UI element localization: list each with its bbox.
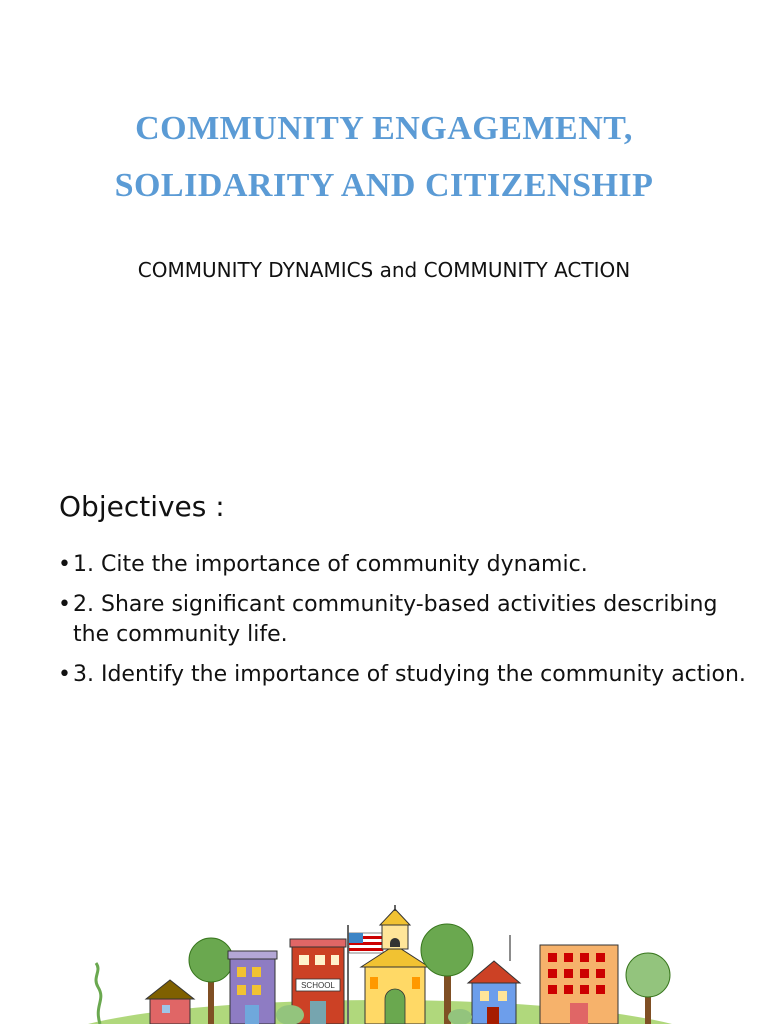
community-town-illustration (80, 905, 680, 1024)
orange-apartment (540, 945, 618, 1024)
curly-plant-icon (96, 963, 101, 1024)
objective-item-2 (58, 590, 748, 650)
objective-text-1: 1. Cite the importance of community dynamic. (73, 552, 588, 577)
bullet-icon: • (58, 552, 71, 577)
red-cottage (146, 980, 194, 1024)
slide-subtitle: COMMUNITY DYNAMICS and COMMUNITY ACTION (137, 258, 631, 282)
slide-title-line-2: SOLIDARITY AND CITIZENSHIP (114, 167, 654, 204)
objective-text-2: 2. Share significant community-based activities describing the community life. (73, 592, 718, 647)
purple-building (228, 951, 277, 1024)
yellow-church (361, 905, 429, 1024)
school-sign: SCHOOL (301, 981, 335, 990)
objectives-list (58, 550, 748, 700)
bullet-icon: • (58, 662, 71, 687)
bullet-icon: • (58, 592, 71, 617)
objective-text-3: 3. Identify the importance of studying the community action. (73, 662, 746, 687)
tree-icon (626, 953, 670, 1024)
objectives-heading: Objectives : (59, 490, 225, 523)
slide-title-line-1: COMMUNITY ENGAGEMENT, (135, 110, 633, 147)
objective-item-3 (58, 660, 748, 690)
blue-house (468, 961, 520, 1024)
objective-item-1 (58, 550, 748, 580)
